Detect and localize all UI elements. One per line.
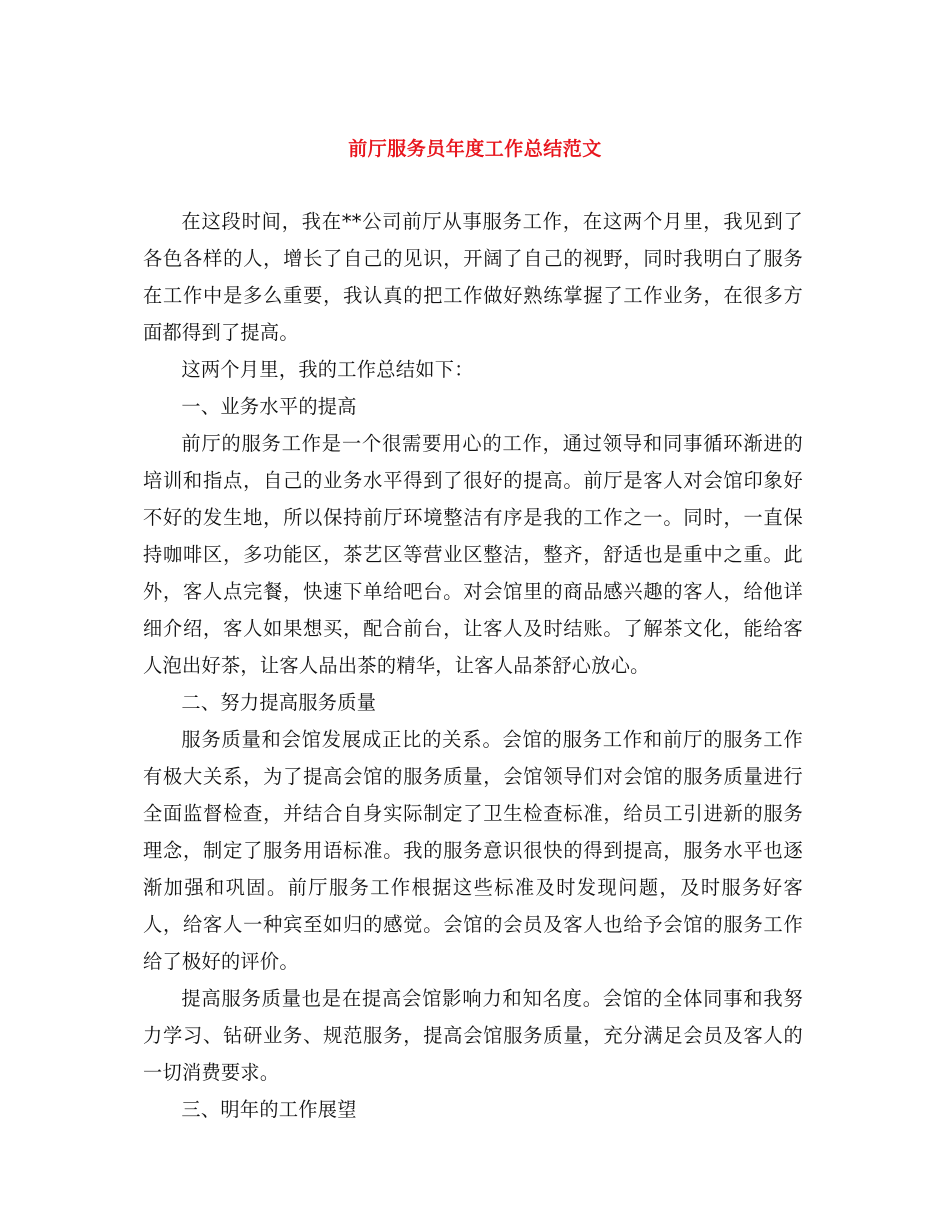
section-heading-3: 三、明年的工作展望 xyxy=(181,1098,357,1121)
paragraph-intro: 在这段时间，我在**公司前厅从事服务工作，在这两个月里，我见到了各色各样的人，增长了自己的见识，开阔了自己的视野，同时我明白了服务在工作中是多么重要，我认真的把工作做好熟练掌握了工作业务，在很多方面都得到了提高。 xyxy=(143,210,803,344)
paragraph-section-2b: 提高服务质量也是在提高会馆影响力和知名度。会馆的全体同事和我努力学习、钻研业务、规范服务，提高会馆服务质量，充分满足会员及客人的一切消费要求。 xyxy=(143,987,803,1084)
paragraph-section-2a: 服务质量和会馆发展成正比的关系。会馆的服务工作和前厅的服务工作有极大关系，为了提高会馆的服务质量，会馆领导们对会馆的服务质量进行全面监督检查，并结合自身实际制定了卫生检查标准，给员工引进新的服务理念，制定了服务用语标准。我的服务意识很快的得到提高，服务水平也逐渐加强和巩固。前厅服务工作根据这些标准及时发现问题，及时服务好客人，给客人一种宾至如归的感觉。会馆的会员及客人也给予会馆的服务工作给了极好的评价。 xyxy=(143,728,803,973)
section-heading-2: 二、努力提高服务质量 xyxy=(181,691,377,714)
document-body xyxy=(143,203,803,1128)
paragraph-section-1: 前厅的服务工作是一个很需要用心的工作，通过领导和同事循环渐进的培训和指点，自己的业务水平得到了很好的提高。前厅是客人对会馆印象好不好的发生地，所以保持前厅环境整洁有序是我的工作之一。同时，一直保持咖啡区，多功能区，茶艺区等营业区整洁，整齐，舒适也是重中之重。此外，客人点完餐，快速下单给吧台。对会馆里的商品感兴趣的客人，给他详细介绍，客人如果想买，配合前台，让客人及时结账。了解茶文化，能给客人泡出好茶，让客人品出茶的精华，让客人品茶舒心放心。 xyxy=(143,432,803,677)
paragraph-summary-lead: 这两个月里，我的工作总结如下： xyxy=(181,358,474,381)
document-title: 前厅服务员年度工作总结范文 xyxy=(348,138,602,160)
section-heading-1: 一、业务水平的提高 xyxy=(181,395,357,418)
